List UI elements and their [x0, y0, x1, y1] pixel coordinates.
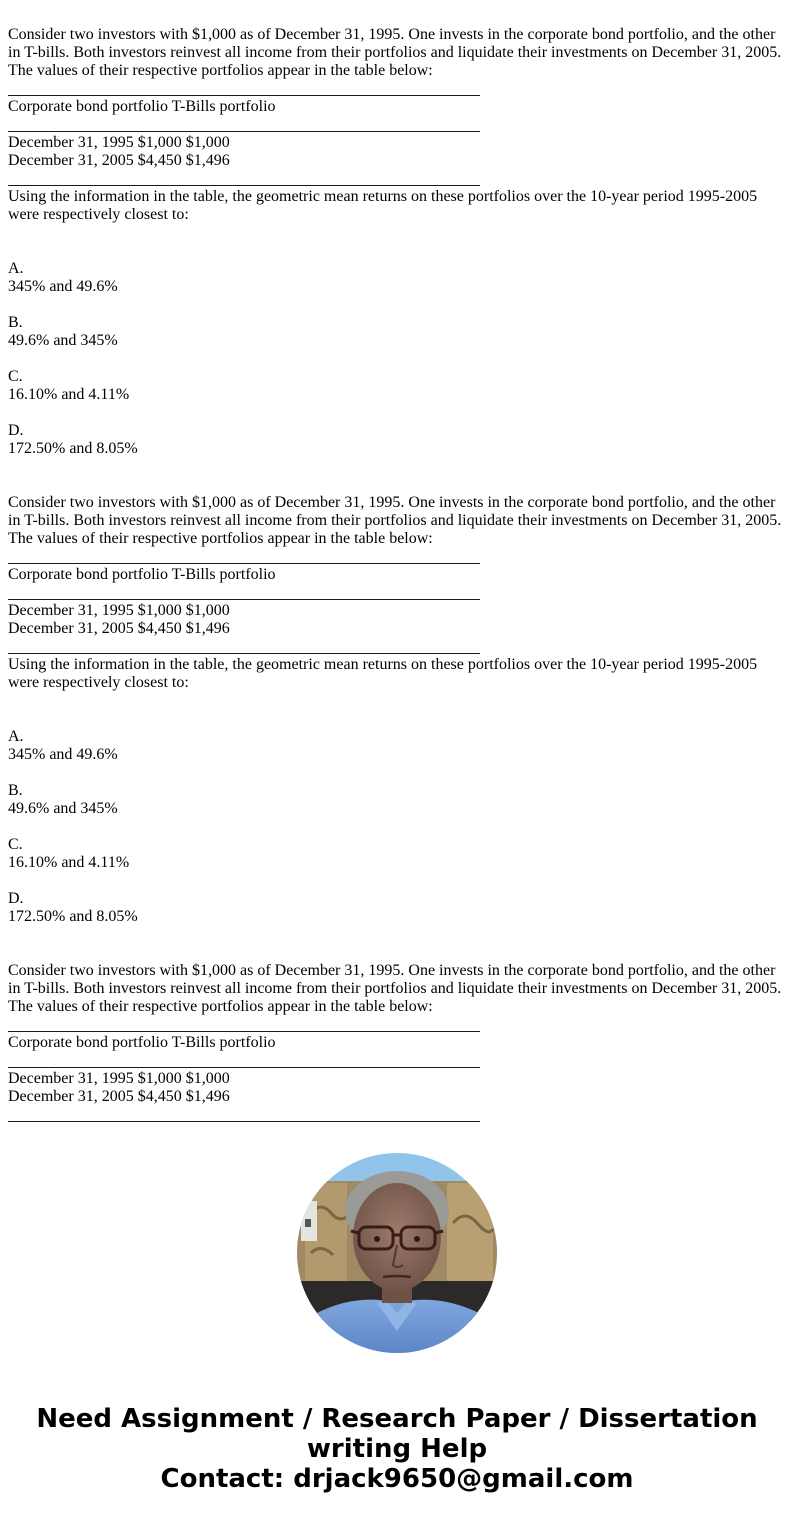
- option-letter: B.: [8, 314, 23, 331]
- table-rule-mid: [8, 599, 480, 600]
- option-c[interactable]: [8, 368, 786, 404]
- table-rule-top: [8, 95, 480, 96]
- table-rule-mid: [8, 131, 480, 132]
- question-intro: Consider two investors with $1,000 as of December 31, 1995. One invests in the corporate bond portfolio, and the other in T-bills. Both investors reinvest all income from their portfolios and liquidate their investments on December 31, 2005. The values of their respective portfolios appear in the table below:: [8, 962, 782, 1015]
- question-block-1: [8, 26, 786, 494]
- table-rule-bottom: [8, 1121, 480, 1122]
- table-rule-bottom: [8, 653, 480, 654]
- banner-contact: Contact: drjack9650@gmail.com: [160, 1464, 634, 1494]
- document: [8, 26, 786, 1122]
- option-text: 345% and 49.6%: [8, 746, 118, 763]
- option-text: 16.10% and 4.11%: [8, 386, 130, 403]
- table-row: December 31, 2005 $4,450 $1,496: [8, 620, 230, 637]
- table-rule-bottom: [8, 185, 480, 186]
- option-b[interactable]: [8, 782, 786, 818]
- option-a[interactable]: [8, 260, 786, 296]
- question-block-3: [8, 962, 786, 1122]
- banner-line-1: Need Assignment / Research Paper / Dissertation: [36, 1404, 758, 1434]
- table-row: December 31, 1995 $1,000 $1,000: [8, 1070, 230, 1087]
- option-text: 172.50% and 8.05%: [8, 908, 138, 925]
- option-text: 345% and 49.6%: [8, 278, 118, 295]
- option-text: 49.6% and 345%: [8, 800, 118, 817]
- question-prompt: Using the information in the table, the geometric mean returns on these portfolios over the 10-year period 1995-2005 were respectively closest to:: [8, 188, 758, 223]
- table-rule-top: [8, 1031, 480, 1032]
- table-row: December 31, 1995 $1,000 $1,000: [8, 602, 230, 619]
- table-body: [8, 1070, 786, 1106]
- table-rule-mid: [8, 1067, 480, 1068]
- answer-options: [8, 260, 786, 458]
- answer-options: [8, 728, 786, 926]
- table-header: Corporate bond portfolio T-Bills portfolio: [8, 98, 276, 115]
- table-body: [8, 134, 786, 170]
- option-text: 16.10% and 4.11%: [8, 854, 130, 871]
- option-letter: D.: [8, 422, 24, 439]
- option-letter: A.: [8, 260, 24, 277]
- question-intro: Consider two investors with $1,000 as of December 31, 1995. One invests in the corporate bond portfolio, and the other in T-bills. Both investors reinvest all income from their portfolios and liquidate their investments on December 31, 2005. The values of their respective portfolios appear in the table below:: [8, 26, 782, 79]
- option-d[interactable]: [8, 422, 786, 458]
- option-letter: C.: [8, 836, 23, 853]
- table-header: Corporate bond portfolio T-Bills portfolio: [8, 566, 276, 583]
- table-row: December 31, 1995 $1,000 $1,000: [8, 134, 230, 151]
- question-block-2: [8, 494, 786, 962]
- option-letter: C.: [8, 368, 23, 385]
- table-header: Corporate bond portfolio T-Bills portfolio: [8, 1034, 276, 1051]
- option-letter: D.: [8, 890, 24, 907]
- question-intro: Consider two investors with $1,000 as of December 31, 1995. One invests in the corporate bond portfolio, and the other in T-bills. Both investors reinvest all income from their portfolios and liquidate their investments on December 31, 2005. The values of their respective portfolios appear in the table below:: [8, 494, 782, 547]
- option-b[interactable]: [8, 314, 786, 350]
- avatar: [297, 1153, 497, 1353]
- option-c[interactable]: [8, 836, 786, 872]
- question-prompt: Using the information in the table, the geometric mean returns on these portfolios over the 10-year period 1995-2005 were respectively closest to:: [8, 656, 758, 691]
- option-a[interactable]: [8, 728, 786, 764]
- option-letter: B.: [8, 782, 23, 799]
- option-letter: A.: [8, 728, 24, 745]
- banner-line-2: writing Help: [306, 1434, 488, 1464]
- promo-banner: [0, 1404, 794, 1494]
- option-d[interactable]: [8, 890, 786, 926]
- option-text: 49.6% and 345%: [8, 332, 118, 349]
- table-body: [8, 602, 786, 638]
- option-text: 172.50% and 8.05%: [8, 440, 138, 457]
- table-row: December 31, 2005 $4,450 $1,496: [8, 152, 230, 169]
- table-row: December 31, 2005 $4,450 $1,496: [8, 1088, 230, 1105]
- person-photo-icon: [297, 1153, 497, 1353]
- table-rule-top: [8, 563, 480, 564]
